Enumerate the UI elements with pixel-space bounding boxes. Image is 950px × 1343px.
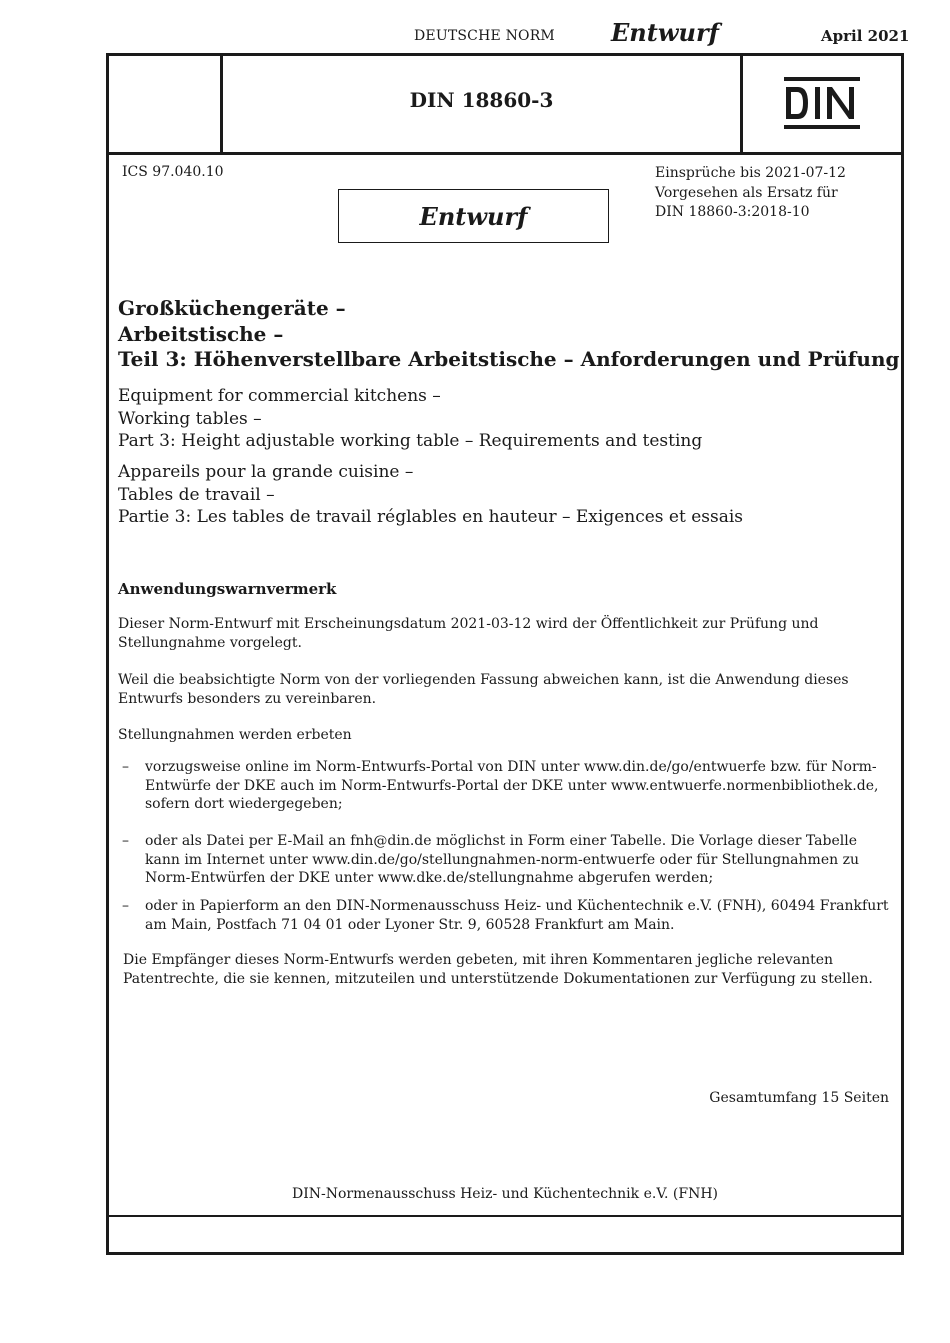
title-line: Tables de travail –	[118, 484, 275, 505]
title-line: Equipment for commercial kitchens –	[118, 386, 441, 406]
list-item-text: vorzugsweise online im Norm-Entwurfs-Portal von DIN unter www.din.de/go/entwuerfe bzw. für Norm-Entwürfe der DKE auch im Norm-Entwurfs-Portal der DKE unter www.entwuerfe.normenbibliothek.de, sofern dort wiedergegeben;	[145, 759, 879, 812]
title-line: Appareils pour la grande cuisine –	[118, 462, 414, 482]
list-item	[122, 897, 890, 934]
header-divider	[106, 152, 904, 155]
footer-organization: DIN-Normenausschuss Heiz- und Küchentechnik e.V. (FNH)	[291, 1186, 718, 1202]
list-item	[122, 832, 890, 888]
bullet-marker: –	[122, 833, 129, 849]
patent-notice: Die Empfänger dieses Norm-Entwurfs werden gebeten, mit ihren Kommentaren jegliche relevanten Patentrechte, die sie kennen, mitzuteilen und unterstützende Dokumentationen zur Verfügung zu stellen.	[123, 952, 873, 987]
title-line: Partie 3: Les tables de travail réglables en hauteur – Exigences et essais	[118, 507, 744, 527]
warning-heading: Anwendungswarnvermerk	[118, 580, 337, 598]
warning-paragraph-2: Weil die beabsichtigte Norm von der vorliegenden Fassung abweichen kann, ist die Anwendung dieses Entwurfs besonders zu vereinbaren.	[118, 672, 849, 707]
document-number: DIN 18860-3	[409, 88, 554, 112]
title-french	[118, 461, 743, 529]
draft-stamp-label: Entwurf	[419, 201, 528, 231]
replacement-label: Vorgesehen als Ersatz für	[655, 184, 838, 201]
footer-divider	[106, 1215, 904, 1217]
list-item-text: oder in Papierform an den DIN-Normenausschuss Heiz- und Küchentechnik e.V. (FNH), 60494 Frankfurt am Main, Postfach 71 04 01 oder Lyoner Str. 9, 60528 Frankfurt am Main.	[145, 898, 889, 933]
bullet-marker: –	[122, 759, 129, 775]
replaced-document: DIN 18860-3:2018-10	[655, 204, 810, 220]
draft-stamp-box	[338, 189, 609, 243]
publication-date: April 2021	[821, 27, 910, 45]
header-column-divider-right	[740, 53, 743, 154]
title-line: Arbeitstische –	[118, 321, 284, 346]
title-line: Großküchengeräte –	[118, 296, 346, 320]
title-line: Working tables –	[118, 408, 262, 429]
bullet-marker: –	[122, 898, 129, 914]
warning-paragraph-1: Dieser Norm-Entwurf mit Erscheinungsdatum 2021-03-12 wird der Öffentlichkeit zur Prüfung und Stellungnahme vorgelegt.	[118, 616, 819, 651]
din-logo-icon	[784, 77, 860, 129]
objection-deadline: Einsprüche bis 2021-07-12	[655, 165, 846, 181]
title-line: Part 3: Height adjustable working table – Requirements and testing	[118, 431, 703, 451]
warning-paragraph-3: Stellungnahmen werden erbeten	[118, 727, 352, 743]
status-label: Entwurf	[611, 18, 719, 47]
list-item-text: oder als Datei per E-Mail an fnh@din.de möglichst in Form einer Tabelle. Die Vorlage dieser Tabelle kann im Internet unter www.din.de/go/stellungnahmen-norm-entwuerfe oder für Stellungnahmen zu Norm-Entwürfen der DKE unter www.dke.de/stellungnahme abgerufen werden;	[145, 833, 859, 886]
list-item	[122, 758, 890, 814]
draft-meta	[655, 164, 846, 223]
norm-type-label: DEUTSCHE NORM	[414, 28, 555, 44]
title-english	[118, 385, 702, 453]
total-pages: Gesamtumfang 15 Seiten	[709, 1090, 889, 1106]
ics-code: ICS 97.040.10	[122, 164, 224, 180]
title-line: Teil 3: Höhenverstellbare Arbeitstische – Anforderungen und Prüfung	[118, 347, 900, 371]
title-german	[118, 296, 899, 373]
